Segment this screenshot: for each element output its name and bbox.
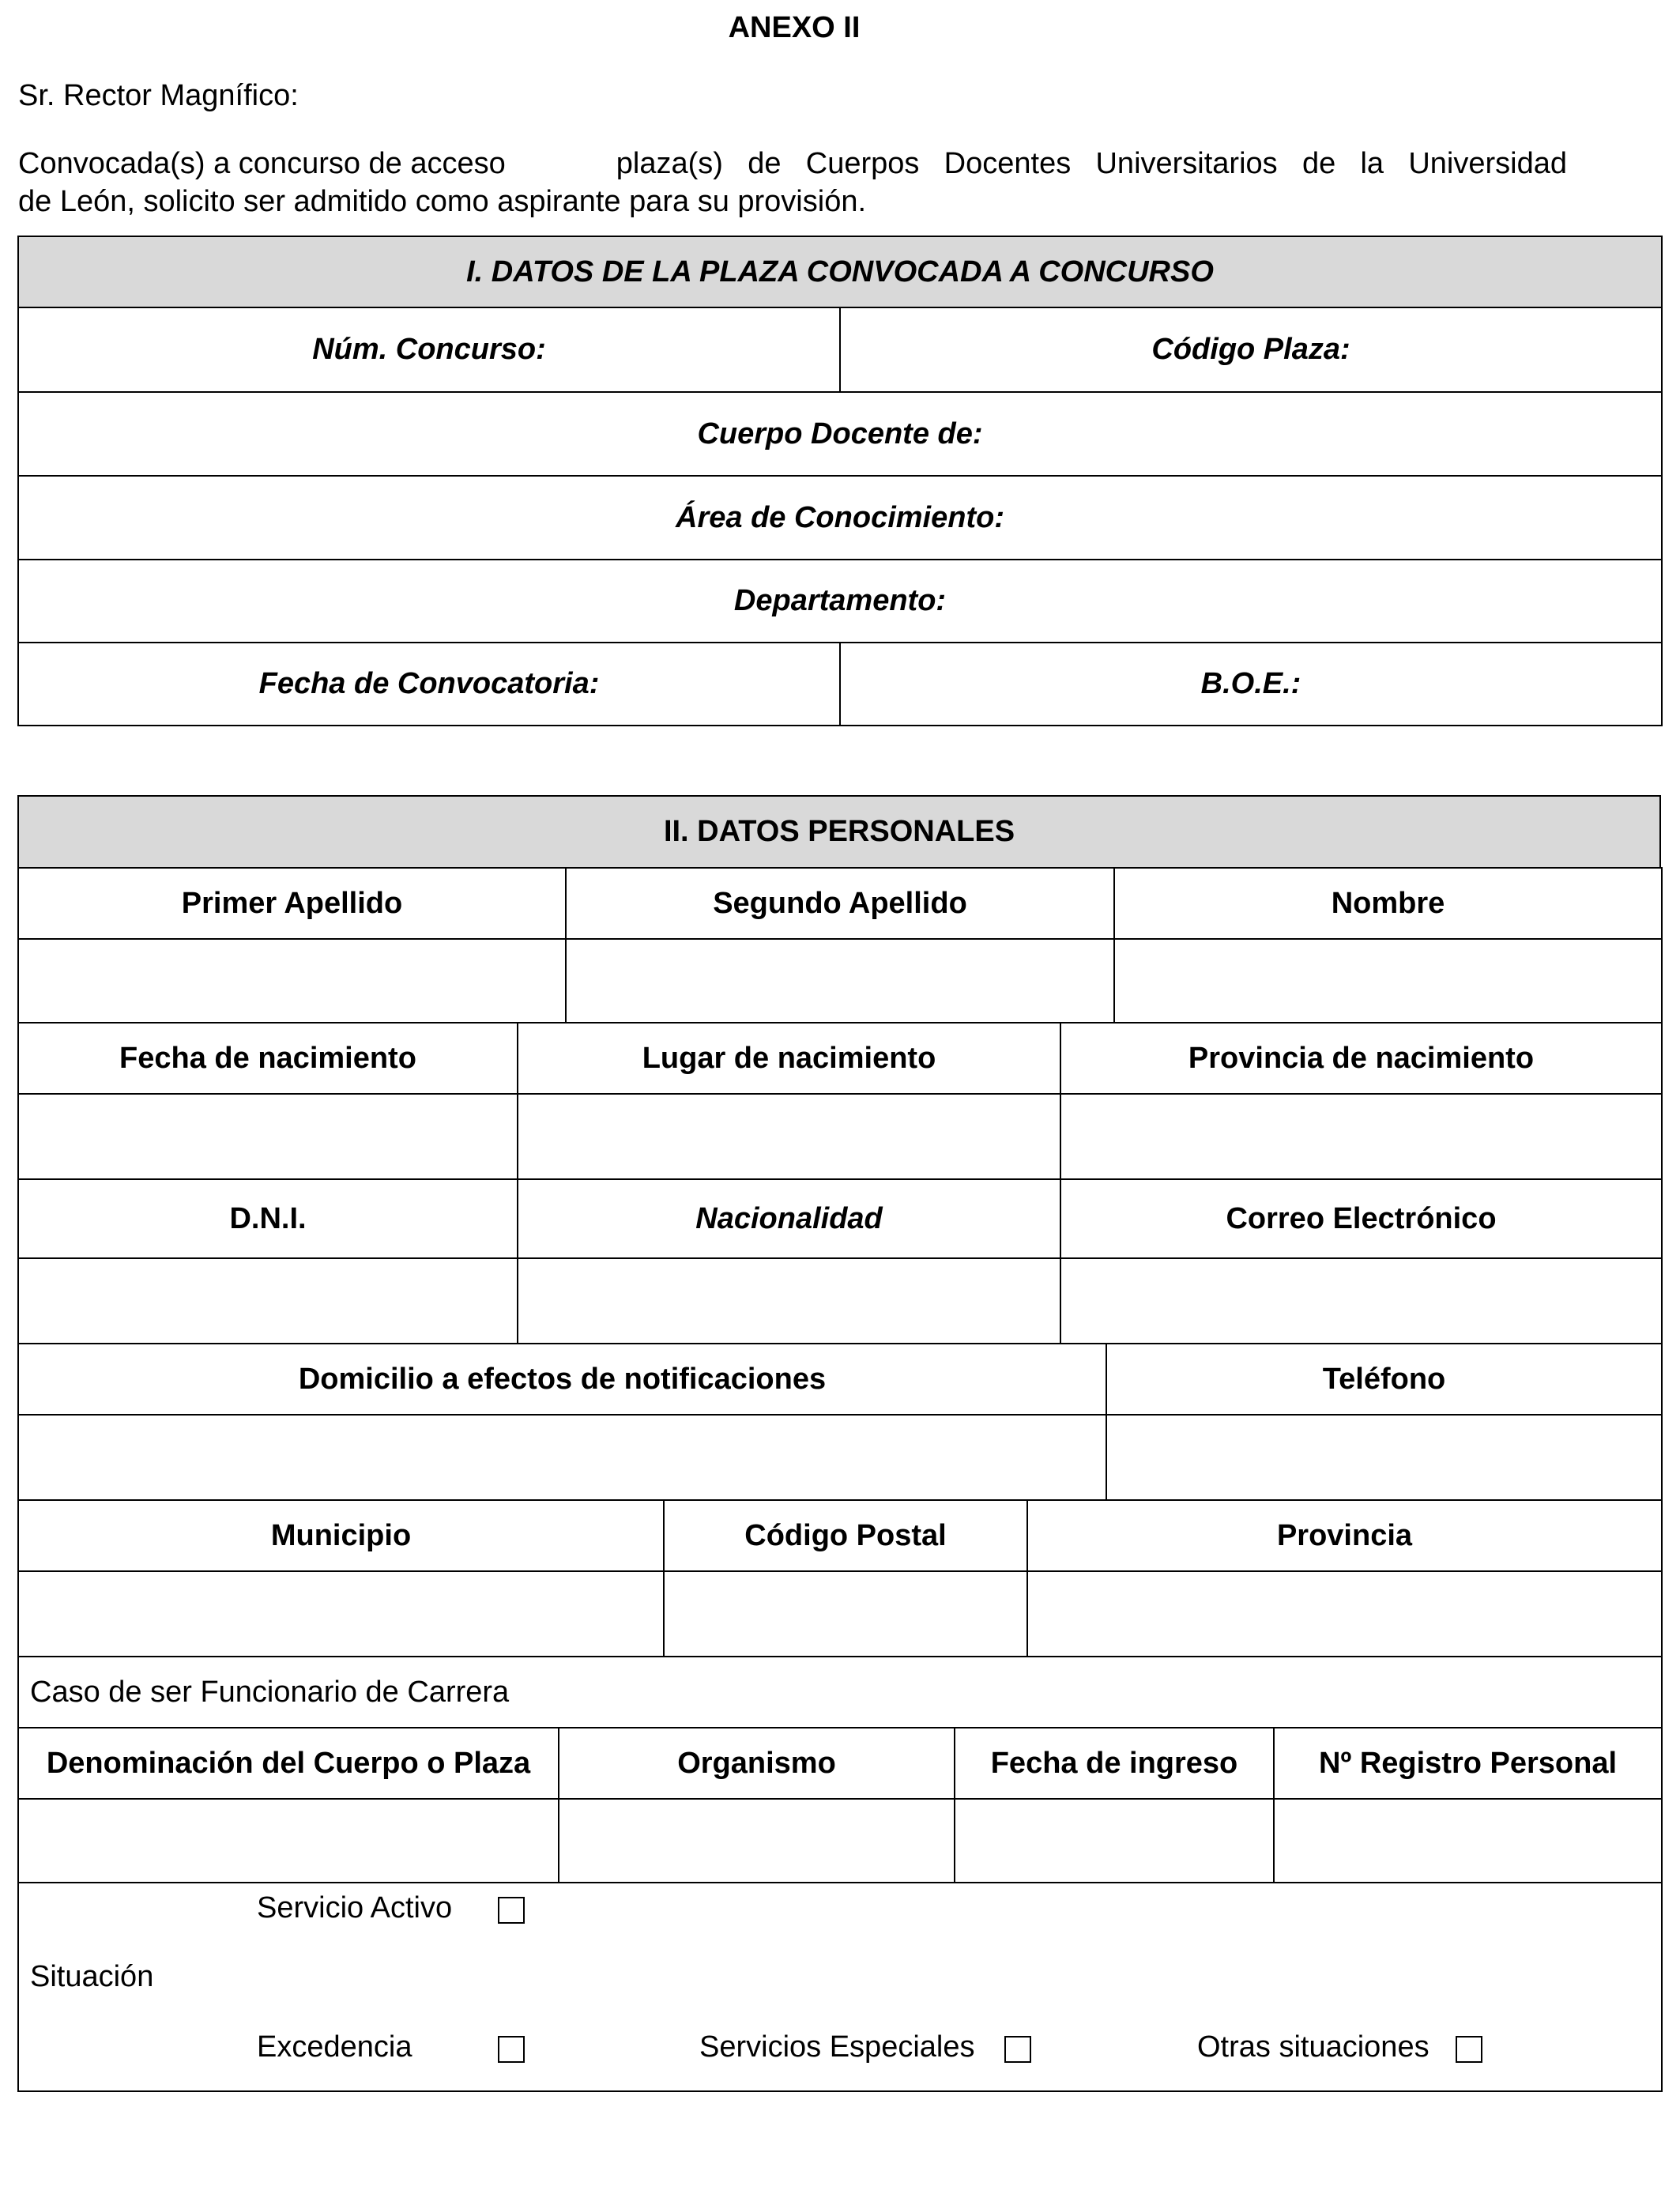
municipio-input[interactable] [18, 1571, 664, 1657]
provincia-nacimiento-label: Provincia de nacimiento [1060, 1023, 1662, 1094]
servicio-activo-label: Servicio Activo [257, 1891, 453, 1924]
id-table [17, 1178, 1663, 1344]
denominacion-input[interactable] [18, 1799, 559, 1883]
section2-title: II. DATOS PERSONALES [18, 796, 1660, 868]
nacionalidad-label: Nacionalidad [518, 1179, 1060, 1258]
dni-label: D.N.I. [18, 1179, 518, 1258]
lugar-nacimiento-label: Lugar de nacimiento [518, 1023, 1060, 1094]
personal-data-section [17, 795, 1661, 2092]
section1-title: I. DATOS DE LA PLAZA CONVOCADA A CONCURSO [18, 236, 1662, 307]
codigo-plaza-field[interactable]: Código Plaza: [840, 307, 1662, 392]
provincia-input[interactable] [1027, 1571, 1662, 1657]
municipio-table [17, 1499, 1663, 1657]
boe-field[interactable]: B.O.E.: [840, 643, 1662, 726]
servicios-especiales-checkbox[interactable] [1004, 2036, 1031, 2063]
fecha-nacimiento-input[interactable] [18, 1094, 518, 1179]
dni-input[interactable] [18, 1258, 518, 1344]
departamento-field[interactable]: Departamento: [18, 560, 1662, 643]
fecha-convocatoria-field[interactable]: Fecha de Convocatoria: [18, 643, 840, 726]
intro-text-2: plaza(s) de Cuerpos Docentes Universitarios de la Universidad [616, 147, 1567, 180]
fecha-ingreso-input[interactable] [955, 1799, 1274, 1883]
domicilio-label: Domicilio a efectos de notificaciones [18, 1344, 1106, 1415]
telefono-input[interactable] [1106, 1415, 1662, 1500]
organismo-label: Organismo [559, 1728, 955, 1799]
servicios-especiales-label: Servicios Especiales [699, 2030, 975, 2064]
correo-input[interactable] [1060, 1258, 1662, 1344]
plaza-data-table [17, 236, 1663, 726]
codigo-postal-input[interactable] [664, 1571, 1027, 1657]
provincia-label: Provincia [1027, 1500, 1662, 1571]
birth-table [17, 1022, 1663, 1180]
nombre-input[interactable] [1114, 939, 1662, 1023]
domicilio-input[interactable] [18, 1415, 1106, 1500]
excedencia-checkbox[interactable] [498, 2036, 525, 2063]
funcionario-caption: Caso de ser Funcionario de Carrera [18, 1657, 1662, 1728]
name-table [17, 867, 1663, 1023]
registro-personal-label: Nº Registro Personal [1274, 1728, 1662, 1799]
telefono-label: Teléfono [1106, 1344, 1662, 1415]
num-concurso-field[interactable]: Núm. Concurso: [18, 307, 840, 392]
lugar-nacimiento-input[interactable] [518, 1094, 1060, 1179]
salutation: Sr. Rector Magnífico: [18, 79, 299, 112]
primer-apellido-label: Primer Apellido [18, 868, 566, 939]
otras-situaciones-checkbox[interactable] [1456, 2036, 1482, 2063]
excedencia-label: Excedencia [257, 2030, 412, 2064]
otras-situaciones-label: Otras situaciones [1197, 2030, 1430, 2064]
segundo-apellido-input[interactable] [566, 939, 1114, 1023]
municipio-label: Municipio [18, 1500, 664, 1571]
funcionario-table [17, 1656, 1663, 2092]
intro-text-1: Convocada(s) a concurso de acceso [18, 147, 506, 180]
primer-apellido-input[interactable] [18, 939, 566, 1023]
registro-personal-input[interactable] [1274, 1799, 1662, 1883]
cuerpo-docente-field[interactable]: Cuerpo Docente de: [18, 392, 1662, 476]
address-table [17, 1343, 1663, 1501]
denominacion-label: Denominación del Cuerpo o Plaza [18, 1728, 559, 1799]
codigo-postal-label: Código Postal [664, 1500, 1027, 1571]
organismo-input[interactable] [559, 1799, 955, 1883]
personal-header-table [17, 795, 1661, 869]
intro-text-3: de León, solicito ser admitido como aspirante para su provisión. [18, 185, 867, 218]
fecha-ingreso-label: Fecha de ingreso [955, 1728, 1274, 1799]
situacion-label: Situación [30, 1960, 154, 1993]
segundo-apellido-label: Segundo Apellido [566, 868, 1114, 939]
area-conocimiento-field[interactable]: Área de Conocimiento: [18, 476, 1662, 560]
nacionalidad-input[interactable] [518, 1258, 1060, 1344]
intro-paragraph [18, 145, 1567, 221]
fecha-nacimiento-label: Fecha de nacimiento [18, 1023, 518, 1094]
document-title: ANEXO II [728, 11, 861, 44]
provincia-nacimiento-input[interactable] [1060, 1094, 1662, 1179]
servicio-activo-checkbox[interactable] [498, 1897, 525, 1924]
situacion-cell [18, 1883, 1662, 2091]
nombre-label: Nombre [1114, 868, 1662, 939]
correo-label: Correo Electrónico [1060, 1179, 1662, 1258]
